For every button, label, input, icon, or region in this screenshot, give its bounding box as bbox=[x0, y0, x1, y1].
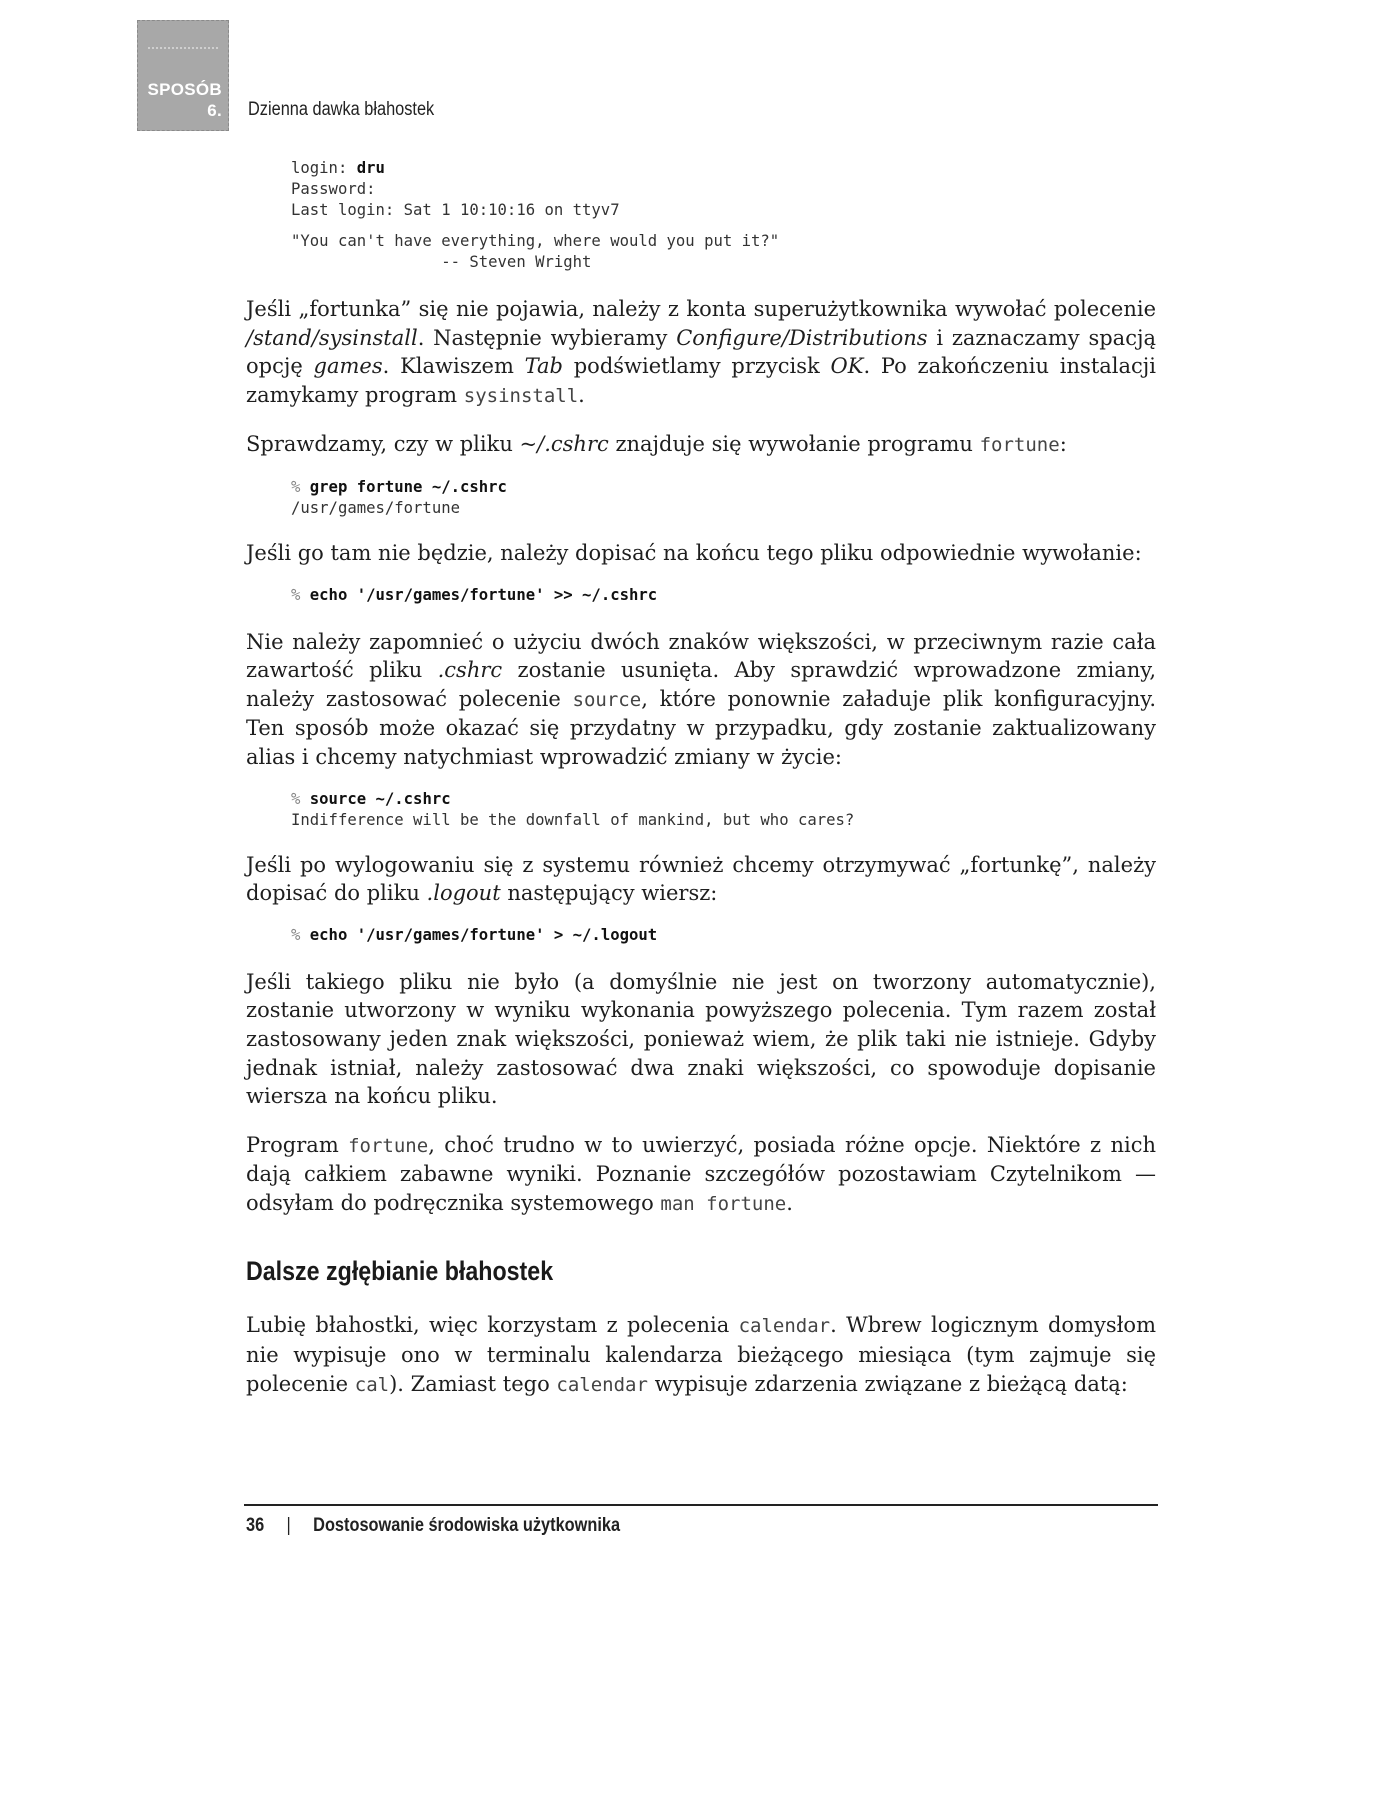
filename: /stand/sysinstall bbox=[246, 325, 418, 350]
text: następujący wiersz: bbox=[500, 881, 718, 906]
inline-code: fortune bbox=[348, 1134, 429, 1157]
inline-code: source bbox=[572, 688, 642, 711]
code-command: echo '/usr/games/fortune' >> ~/.cshrc bbox=[309, 585, 658, 604]
text: Lubię błahostki, więc korzystam z polecenia bbox=[246, 1313, 739, 1338]
code-command: source ~/.cshrc bbox=[309, 789, 451, 808]
shell-prompt: % bbox=[291, 477, 301, 496]
text: Jeśli po wylogowaniu się z systemu również chcemy otrzymywać „fortunkę”, należy dopisać do pliku bbox=[246, 852, 1156, 906]
tab-decoration bbox=[148, 39, 218, 49]
text: Program bbox=[246, 1132, 349, 1157]
text: Jeśli „fortunka” się nie pojawia, należy z konta superużytkownika wywołać polecenie bbox=[246, 297, 1156, 321]
tab-label-line2: 6. bbox=[207, 101, 222, 120]
filename: .cshrc bbox=[437, 658, 503, 683]
code-output: /usr/games/fortune bbox=[291, 498, 460, 517]
option-name: games bbox=[313, 354, 383, 379]
chapter-title: Dostosowanie środowiska użytkownika bbox=[313, 1515, 621, 1536]
code-line: "You can't have everything, where would you put it?" bbox=[291, 232, 780, 250]
shell-prompt: % bbox=[291, 789, 301, 808]
text: , które ponownie załaduje plik konfiguracyjny. Ten sposób może okazać się przydatny w przypadku, gdy zostanie zaktualizowany alias i chcemy natychmiast wprowadzić zmiany w życie: bbox=[246, 686, 1156, 769]
paragraph bbox=[246, 851, 1156, 908]
text: , choć trudno w to uwierzyć, posiada różne opcje. Niektóre z nich dają całkiem zabawne wyniki. Poznanie szczegółów pozostawiam Czytelnikom — odsyłam do podręcznika systemowego bbox=[246, 1132, 1156, 1215]
page-content bbox=[246, 158, 1156, 1399]
filename: .logout bbox=[426, 881, 501, 906]
text: : bbox=[1059, 432, 1067, 457]
paragraph bbox=[246, 1311, 1156, 1399]
page-number: 36 bbox=[246, 1515, 265, 1536]
text: ). Zamiast tego bbox=[389, 1371, 557, 1396]
code-block-grep bbox=[291, 477, 1156, 519]
code-line: -- Steven Wright bbox=[291, 253, 592, 271]
text: . bbox=[578, 382, 585, 407]
shell-prompt: % bbox=[291, 925, 301, 944]
section-tab bbox=[137, 20, 229, 131]
code-input: dru bbox=[356, 159, 385, 177]
code-line: Password: bbox=[291, 180, 376, 198]
text: . bbox=[786, 1190, 793, 1215]
inline-code: calendar bbox=[556, 1373, 648, 1396]
shell-prompt: % bbox=[291, 585, 301, 604]
code-block-login bbox=[291, 158, 1156, 221]
text: Nie należy zapomnieć o użyciu dwóch znaków większości, w przeciwnym razie cała zawartość pliku bbox=[246, 629, 1156, 683]
text: zostanie usunięta. Aby sprawdzić wprowadzone zmiany, należy zastosować polecenie bbox=[246, 658, 1156, 711]
text: . Klawiszem bbox=[382, 354, 525, 379]
code-command: grep fortune ~/.cshrc bbox=[309, 477, 507, 496]
code-block-echo-cshrc bbox=[291, 585, 1156, 606]
menu-path: Configure/Distributions bbox=[676, 325, 928, 350]
page-footer bbox=[246, 1515, 620, 1537]
paragraph bbox=[246, 628, 1156, 772]
code-command: echo '/usr/games/fortune' > ~/.logout bbox=[309, 925, 658, 944]
footer-separator: | bbox=[286, 1515, 291, 1536]
tab-label bbox=[147, 79, 222, 121]
code-block-quote bbox=[291, 231, 1156, 273]
inline-code: sysinstall bbox=[463, 384, 579, 407]
key-name: Tab bbox=[524, 354, 563, 379]
paragraph bbox=[246, 295, 1156, 410]
paragraph: Jeśli takiego pliku nie było (a domyślnie nie jest on tworzony automatycznie), zostanie utworzony w wyniku wykonania powyższego polecenia. Tym razem został zastosowany jeden znak większości, ponieważ wiem, że plik taki nie istnieje. Gdyby jednak istniał, należy zastosować dwa znaki większości, co spowoduje dopisanie wiersza na końcu pliku. bbox=[246, 969, 1156, 1109]
filename: ~/.cshrc bbox=[519, 432, 609, 457]
inline-code: fortune bbox=[979, 434, 1060, 457]
button-name: OK bbox=[830, 354, 864, 379]
code-output: Indifference will be the downfall of mankind, but who cares? bbox=[291, 810, 855, 829]
code-line: login: bbox=[291, 159, 357, 177]
text: Sprawdzamy, czy w pliku bbox=[246, 432, 520, 457]
inline-code: cal bbox=[354, 1373, 390, 1396]
text: wypisuje zdarzenia związane z bieżącą datą: bbox=[647, 1371, 1128, 1396]
running-header: Dzienna dawka błahostek bbox=[248, 99, 435, 120]
code-block-echo-logout bbox=[291, 925, 1156, 946]
code-block-source bbox=[291, 789, 1156, 831]
text: i zaznaczamy spacją opcję bbox=[246, 325, 1156, 379]
tab-label-line1: SPOSÓB bbox=[147, 80, 222, 99]
paragraph bbox=[246, 430, 1156, 460]
paragraph: Jeśli go tam nie będzie, należy dopisać na końcu tego pliku odpowiednie wywołanie: bbox=[246, 540, 1142, 565]
text: podświetlamy przycisk bbox=[562, 354, 831, 379]
text: . Po zakończeniu instalacji zamykamy program bbox=[246, 354, 1157, 407]
text: znajduje się wywołanie programu bbox=[608, 432, 980, 457]
text: . Wbrew logicznym domysłom nie wypisuje ono w terminalu kalendarza bieżącego miesiąca (tym zajmuje się polecenie bbox=[246, 1313, 1156, 1396]
text: . Następnie wybieramy bbox=[417, 325, 677, 350]
footer-rule bbox=[244, 1504, 1158, 1506]
code-line: Last login: Sat 1 10:10:16 on ttyv7 bbox=[291, 201, 620, 219]
section-heading: Dalsze zgłębianie błahostek bbox=[246, 1256, 554, 1287]
paragraph bbox=[246, 1131, 1156, 1219]
inline-code: calendar bbox=[738, 1315, 831, 1338]
inline-code: man fortune bbox=[660, 1192, 787, 1215]
